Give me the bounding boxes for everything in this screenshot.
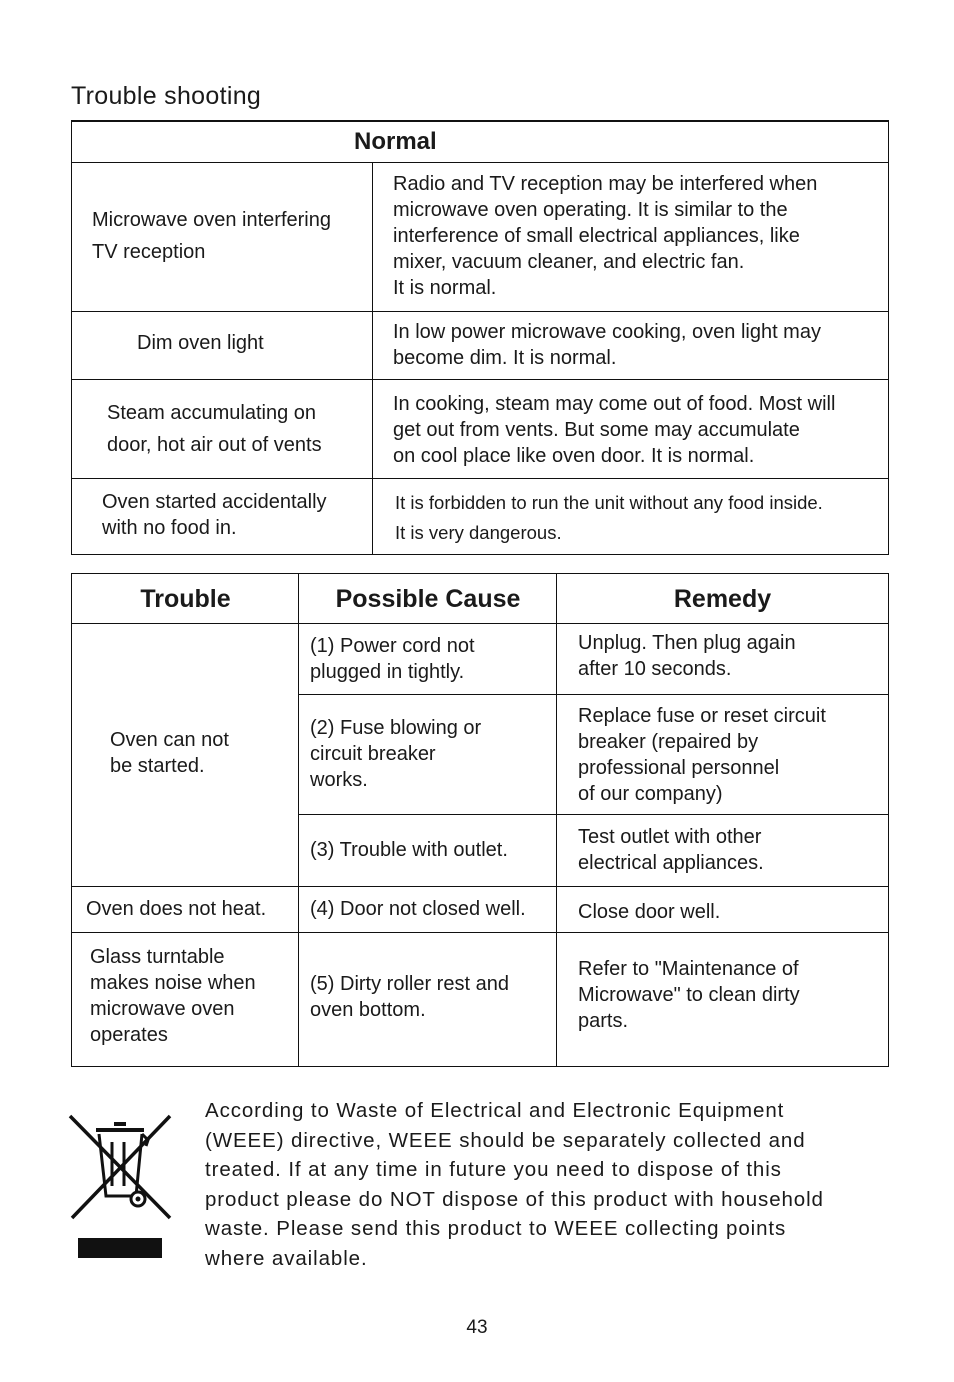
- row-divider: [72, 932, 888, 933]
- column-divider: [556, 574, 557, 1066]
- remedy-cell: Test outlet with other electrical appliances.: [578, 826, 764, 874]
- remedy-cell: Close door well.: [578, 901, 721, 923]
- normal-header-label: Normal: [354, 128, 437, 155]
- cause-cell: (4) Door not closed well.: [310, 898, 526, 920]
- normal-issue: Oven started accidentally with no food in.: [102, 491, 327, 539]
- normal-row: [72, 380, 888, 479]
- remedy-cell: Replace fuse or reset circuit breaker (repaired by professional personnel of our company): [578, 705, 826, 805]
- normal-explanation: Radio and TV reception may be interfered when microwave oven operating. It is similar to the interference of small electrical appliances, like mixer, vacuum cleaner, and electric fan. It is normal.: [393, 173, 818, 299]
- cause-cell: (5) Dirty roller rest and oven bottom.: [310, 973, 509, 1021]
- header-possible-cause: Possible Cause: [299, 574, 557, 624]
- weee-notice-text: According to Waste of Electrical and Electronic Equipment (WEEE) directive, WEEE should be separately collected and treated. If at any time in future you need to dispose of this product please do NOT dispose of this product with household waste. Please send this product to WEEE collecting points where available.: [205, 1099, 824, 1270]
- trouble-cell: Oven does not heat.: [86, 898, 267, 920]
- normal-row: [72, 479, 888, 555]
- normal-issue: Microwave oven interfering TV reception: [92, 209, 331, 263]
- normal-table-header: [72, 122, 888, 163]
- normal-row: [72, 162, 888, 312]
- crossed-out-wheelie-bin-icon: [66, 1112, 176, 1262]
- trouble-cell: Glass turntable makes noise when microwave oven operates: [90, 946, 256, 1046]
- normal-explanation: In cooking, steam may come out of food. Most will get out from vents. But some may accumulate on cool place like oven door. It is normal.: [393, 393, 836, 467]
- normal-explanation: It is forbidden to run the unit without any food inside. It is very dangerous.: [395, 492, 823, 543]
- cause-cell: (3) Trouble with outlet.: [310, 839, 508, 861]
- normal-explanation: In low power microwave cooking, oven light may become dim. It is normal.: [393, 321, 821, 369]
- remedy-cell: Refer to "Maintenance of Microwave" to clean dirty parts.: [578, 958, 800, 1032]
- trouble-table: [71, 573, 889, 1067]
- page-number: 43: [466, 1317, 488, 1338]
- row-divider: [299, 814, 888, 815]
- normal-issue: Steam accumulating on door, hot air out of vents: [107, 402, 322, 456]
- row-divider: [299, 694, 888, 695]
- normal-issue: Dim oven light: [137, 332, 264, 354]
- header-trouble: Trouble: [72, 574, 299, 624]
- page-title: Trouble shooting: [71, 82, 262, 110]
- row-divider: [72, 886, 888, 887]
- trouble-cell: Oven can not be started.: [110, 729, 229, 777]
- header-remedy: Remedy: [557, 574, 888, 624]
- normal-table: [71, 120, 889, 555]
- cause-cell: (2) Fuse blowing or circuit breaker works.: [310, 717, 482, 791]
- column-divider: [298, 574, 299, 1066]
- normal-row: [72, 312, 888, 380]
- remedy-cell: Unplug. Then plug again after 10 seconds.: [578, 632, 796, 680]
- cause-cell: (1) Power cord not plugged in tightly.: [310, 635, 475, 683]
